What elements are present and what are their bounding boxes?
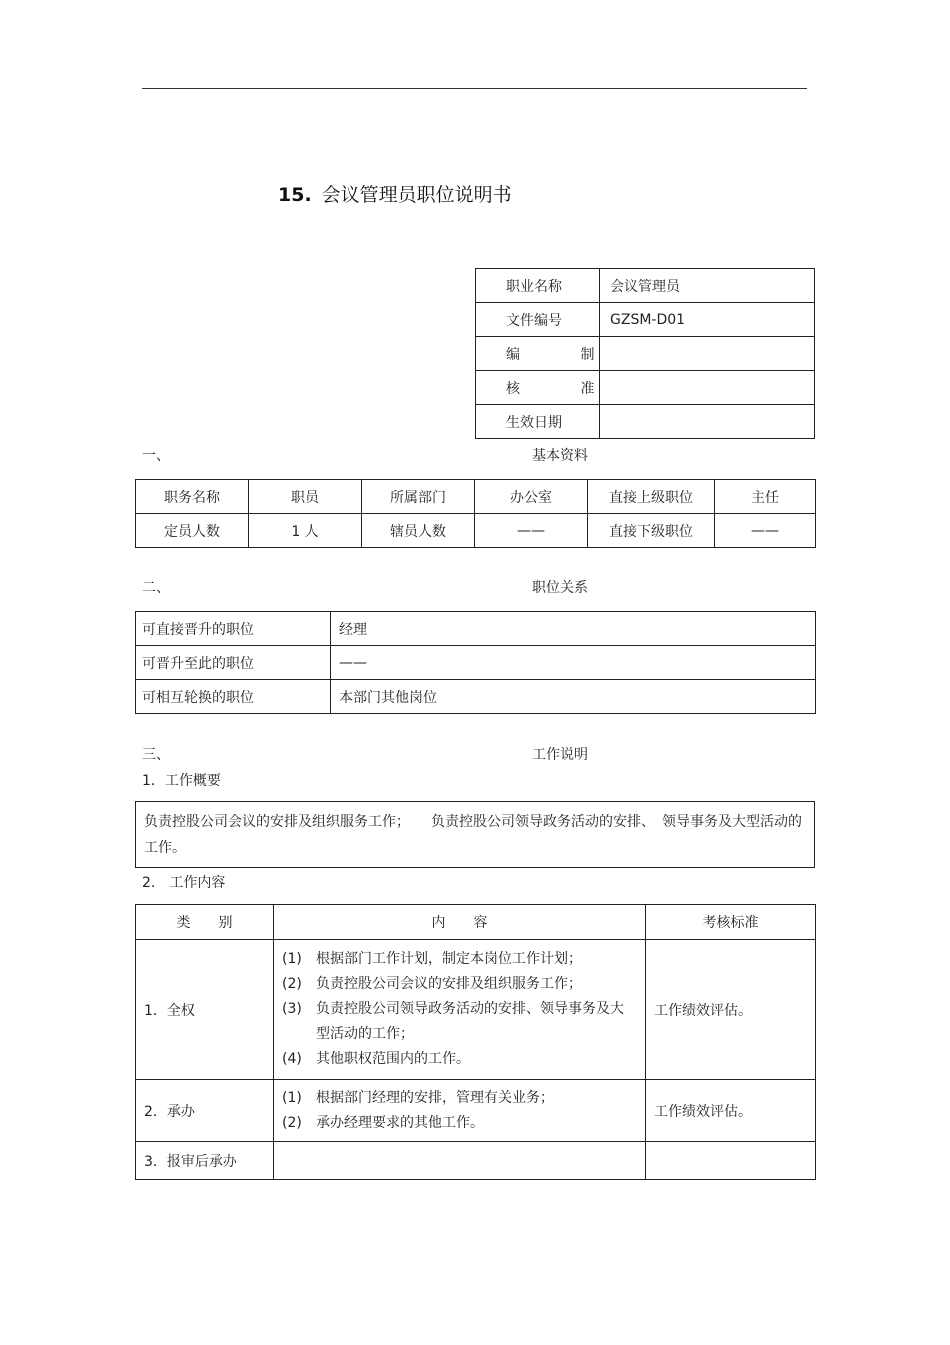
table-row	[136, 612, 816, 646]
table-row	[136, 480, 816, 514]
standard-cell: 工作绩效评估。	[646, 940, 816, 1080]
section-title: 工作说明	[532, 747, 588, 763]
item-number: (3)	[282, 1001, 302, 1017]
section-title: 基本资料	[532, 448, 588, 464]
meta-label: 文件编号	[476, 303, 600, 337]
table-cell: 职员	[249, 480, 362, 514]
table-cell: 可直接晋升的职位	[136, 612, 331, 646]
list-item	[282, 1086, 637, 1111]
meta-label: 核 准	[476, 371, 600, 405]
item-text: 根据部门经理的安排，管理有关业务；	[316, 1089, 554, 1106]
meta-row	[476, 269, 815, 303]
subsection-heading: 2. 工作内容	[142, 875, 226, 891]
section-number: 一、	[142, 448, 170, 464]
list-item	[282, 972, 637, 997]
table-cell: 经理	[331, 612, 816, 646]
header-rule	[142, 88, 807, 89]
table-row	[136, 940, 816, 1080]
table-cell: 本部门其他岗位	[331, 680, 816, 714]
list-item	[282, 1111, 637, 1136]
item-text: 负责控股公司会议的安排及组织服务工作；	[316, 976, 582, 992]
meta-value	[600, 371, 815, 405]
table-row	[136, 1142, 816, 1180]
table-cell: 主任	[715, 480, 816, 514]
table-cell: ——	[715, 514, 816, 548]
column-header: 内 容	[274, 905, 646, 940]
table-cell: ——	[331, 646, 816, 680]
item-text: 负责控股公司领导政务活动的安排、领导事务及大型活动的工作；	[316, 1001, 624, 1042]
section-title: 职位关系	[532, 580, 588, 596]
meta-row	[476, 371, 815, 405]
subsection-heading: 1．工作概要	[142, 773, 221, 789]
table-cell: 办公室	[475, 480, 588, 514]
work-summary-box	[135, 801, 815, 868]
document-meta-table	[475, 268, 815, 439]
item-number: (1)	[282, 1089, 302, 1106]
content-cell	[274, 1080, 646, 1142]
table-cell: 1 人	[249, 514, 362, 548]
item-number: (4)	[282, 1051, 302, 1067]
work-summary-text: 负责控股公司会议的安排及组织服务工作； 负责控股公司领导政务活动的安排、 领导事务及大型活动的工作。	[136, 802, 815, 868]
meta-row	[476, 303, 815, 337]
table-cell: 直接上级职位	[588, 480, 715, 514]
position-relations-table	[135, 611, 816, 714]
meta-label: 生效日期	[476, 405, 600, 439]
table-row	[136, 802, 815, 868]
meta-value	[600, 405, 815, 439]
item-text: 其他职权范围内的工作。	[316, 1051, 470, 1067]
item-text: 承办经理要求的其他工作。	[316, 1114, 484, 1131]
category-cell: 2．承办	[136, 1080, 274, 1142]
table-row	[136, 680, 816, 714]
basic-info-table	[135, 479, 816, 548]
content-cell	[274, 940, 646, 1080]
table-cell: 直接下级职位	[588, 514, 715, 548]
work-content-table	[135, 904, 816, 1180]
table-cell: 可相互轮换的职位	[136, 680, 331, 714]
title-text: 会议管理员职位说明书	[321, 184, 512, 206]
category-cell: 1．全权	[136, 940, 274, 1080]
title-number: 15.	[278, 184, 312, 206]
column-header: 考核标准	[646, 905, 816, 940]
content-cell	[274, 1142, 646, 1180]
table-row	[136, 1080, 816, 1142]
list-item	[282, 997, 637, 1047]
table-cell: ——	[475, 514, 588, 548]
meta-row	[476, 405, 815, 439]
table-row	[136, 646, 816, 680]
item-number: (1)	[282, 951, 302, 967]
page-title	[278, 180, 512, 207]
meta-value	[600, 337, 815, 371]
section-number: 三、	[142, 747, 170, 763]
meta-label: 职业名称	[476, 269, 600, 303]
item-number: (2)	[282, 1114, 302, 1131]
meta-value: 会议管理员	[600, 269, 815, 303]
table-row	[136, 514, 816, 548]
table-cell: 可晋升至此的职位	[136, 646, 331, 680]
section-number: 二、	[142, 580, 170, 596]
category-cell: 3．报审后承办	[136, 1142, 274, 1180]
column-header: 类 别	[136, 905, 274, 940]
table-cell: 辖员人数	[362, 514, 475, 548]
item-number: (2)	[282, 976, 302, 992]
meta-label: 编 制	[476, 337, 600, 371]
table-cell: 定员人数	[136, 514, 249, 548]
table-header-row	[136, 905, 816, 940]
table-cell: 职务名称	[136, 480, 249, 514]
list-item	[282, 1047, 637, 1072]
standard-cell	[646, 1142, 816, 1180]
meta-value: GZSM-D01	[600, 303, 815, 337]
standard-cell: 工作绩效评估。	[646, 1080, 816, 1142]
item-text: 根据部门工作计划，制定本岗位工作计划；	[316, 951, 582, 967]
table-cell: 所属部门	[362, 480, 475, 514]
list-item	[282, 947, 637, 972]
meta-row	[476, 337, 815, 371]
